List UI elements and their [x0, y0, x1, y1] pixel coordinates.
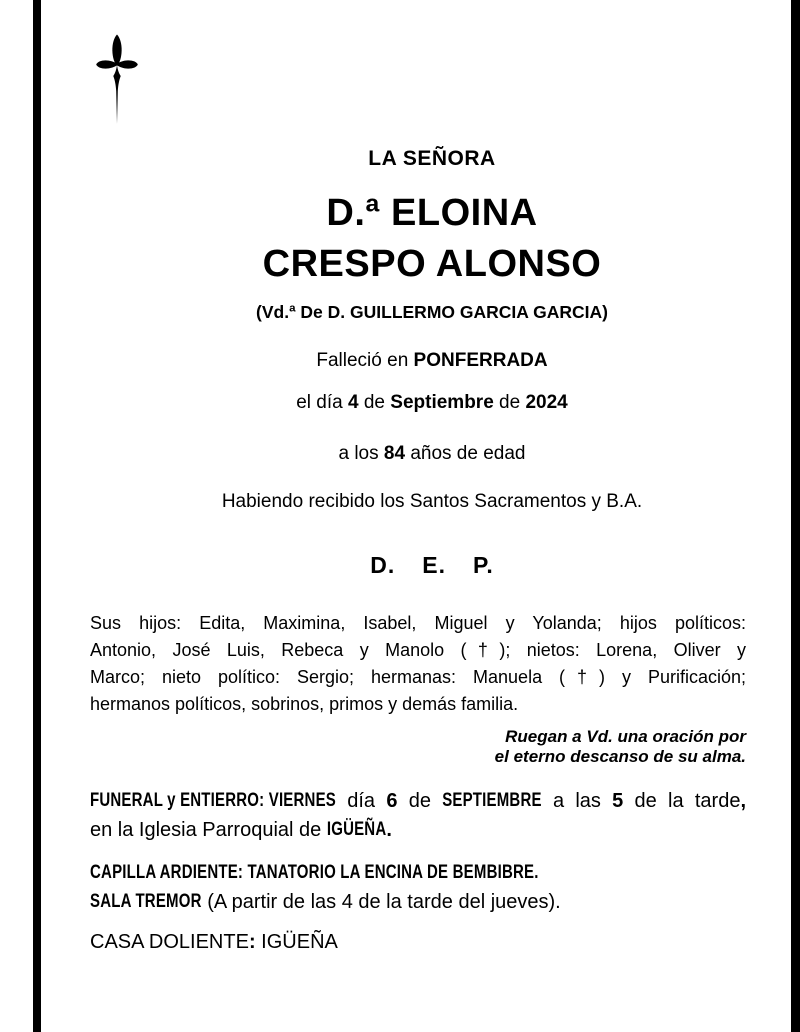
chapel-notice: [90, 860, 746, 917]
funeral-notice: [90, 788, 746, 845]
mourning-house-line: [90, 931, 746, 954]
deceased-name-line2: CRESPO ALONSO: [262, 243, 602, 285]
death-date-sep2: de: [493, 392, 526, 413]
dep-line: [118, 552, 746, 579]
death-place-line: [118, 350, 746, 372]
funeral-heading: FUNERAL y ENTIERRO: VIERNES: [90, 788, 336, 812]
honorific: LA SEÑORA: [368, 147, 496, 170]
age-prefix: a los: [338, 443, 384, 464]
deceased-name: [118, 188, 746, 290]
family-paragraph: [90, 610, 746, 718]
left-border-rule: [33, 0, 41, 1032]
family-line: hermanos políticos, sobrinos, primos y demás familia.: [90, 694, 519, 714]
funeral-seg: día: [336, 790, 387, 812]
death-place-prefix: Falleció en: [316, 350, 414, 371]
funeral-church-town: IGÜEÑA: [326, 817, 387, 840]
dep-e: E.: [422, 552, 446, 578]
death-date-prefix: el día: [296, 392, 348, 413]
mourning-house-town: IGÜEÑA: [255, 931, 338, 953]
death-date-line: [118, 392, 746, 414]
death-date-day: 4: [348, 392, 359, 413]
deceased-name-line1: D.ª ELOINA: [326, 192, 538, 234]
funeral-comma: ,: [740, 790, 746, 812]
death-place-city: PONFERRADA: [413, 350, 548, 371]
chapel-line2: [90, 889, 746, 918]
funeral-day-number: 6: [386, 790, 398, 812]
funeral-month: SEPTIEMBRE: [442, 788, 542, 812]
funeral-hour: 5: [612, 790, 624, 812]
family-line: Antonio, José Luis, Rebeca y Manolo (†); nietos: Lorena, Oliver y: [90, 640, 746, 660]
prayer-request: [90, 727, 746, 767]
prayer-line1: Ruegan a Vd. una oración por: [505, 727, 746, 746]
death-date-year: 2024: [525, 392, 568, 413]
funeral-seg: de: [397, 790, 443, 812]
chapel-heading: CAPILLA ARDIENTE: TANATORIO LA ENCINA DE BEMBIBRE.: [90, 860, 539, 884]
age-suffix: años de edad: [405, 443, 526, 464]
funeral-church-prefix: en la Iglesia Parroquial de: [90, 818, 327, 841]
memorial-cross-icon: [94, 26, 140, 126]
mourning-house-colon: :: [248, 931, 256, 953]
funeral-seg: de la tarde: [623, 790, 741, 812]
chapel-schedule: (A partir de las 4 de la tarde del jueves).: [201, 890, 561, 913]
funeral-line1: [90, 788, 746, 817]
widow-of-line: (Vd.ª De D. GUILLERMO GARCIA GARCIA): [256, 302, 608, 322]
prayer-line2: el eterno descanso de su alma.: [494, 747, 746, 766]
death-date-sep1: de: [358, 392, 391, 413]
dep-p: P.: [472, 552, 494, 578]
funeral-seg: a las: [541, 790, 613, 812]
age-line: [118, 443, 746, 465]
right-border-rule: [791, 0, 800, 1032]
death-date-month: Septiembre: [390, 392, 494, 413]
sacraments-line: Habiendo recibido los Santos Sacramentos y B.A.: [221, 491, 643, 512]
family-line: Marco; nieto político: Sergio; hermanas: Manuela (†) y Purificación;: [90, 667, 746, 687]
mourning-house-label: CASA DOLIENTE: [90, 931, 249, 953]
funeral-line2: [90, 817, 746, 846]
family-line: Sus hijos: Edita, Maximina, Isabel, Miguel y Yolanda; hijos políticos:: [90, 613, 746, 633]
funeral-period: .: [386, 818, 392, 841]
age-value: 84: [383, 443, 406, 464]
chapel-room: SALA TREMOR: [90, 889, 202, 912]
dep-d: D.: [370, 552, 396, 578]
